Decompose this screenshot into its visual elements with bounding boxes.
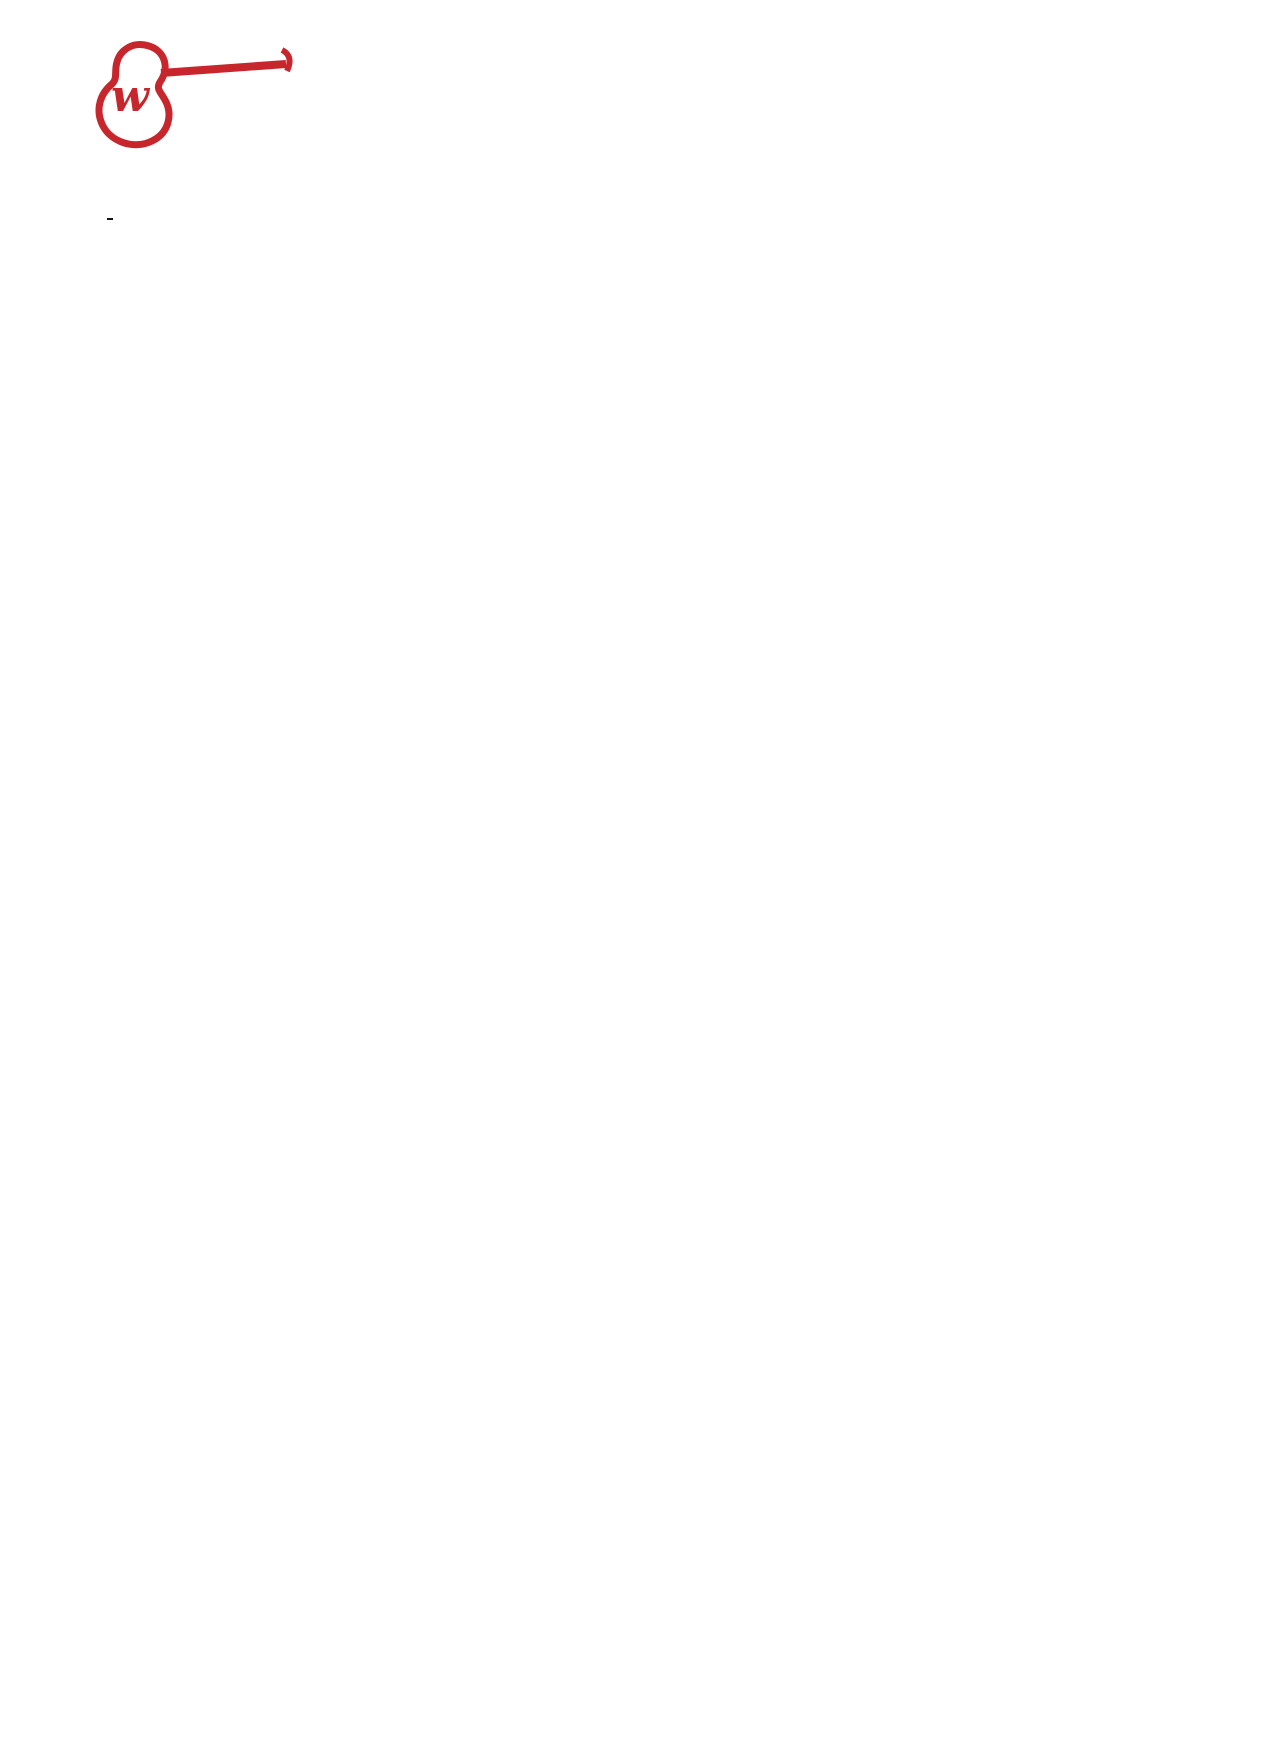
time-signature-fraction — [107, 218, 113, 220]
watermark — [264, 257, 1125, 1034]
title-block — [376, 110, 776, 120]
watermark-cn-text — [264, 257, 1119, 1027]
brand-logo — [64, 28, 304, 173]
guitar-neck — [161, 64, 286, 73]
guitar-soundhole-w: w — [111, 71, 149, 122]
time-sig-numerator — [107, 218, 113, 220]
watermark-en-text — [271, 264, 1126, 1034]
key-signature — [95, 202, 113, 233]
